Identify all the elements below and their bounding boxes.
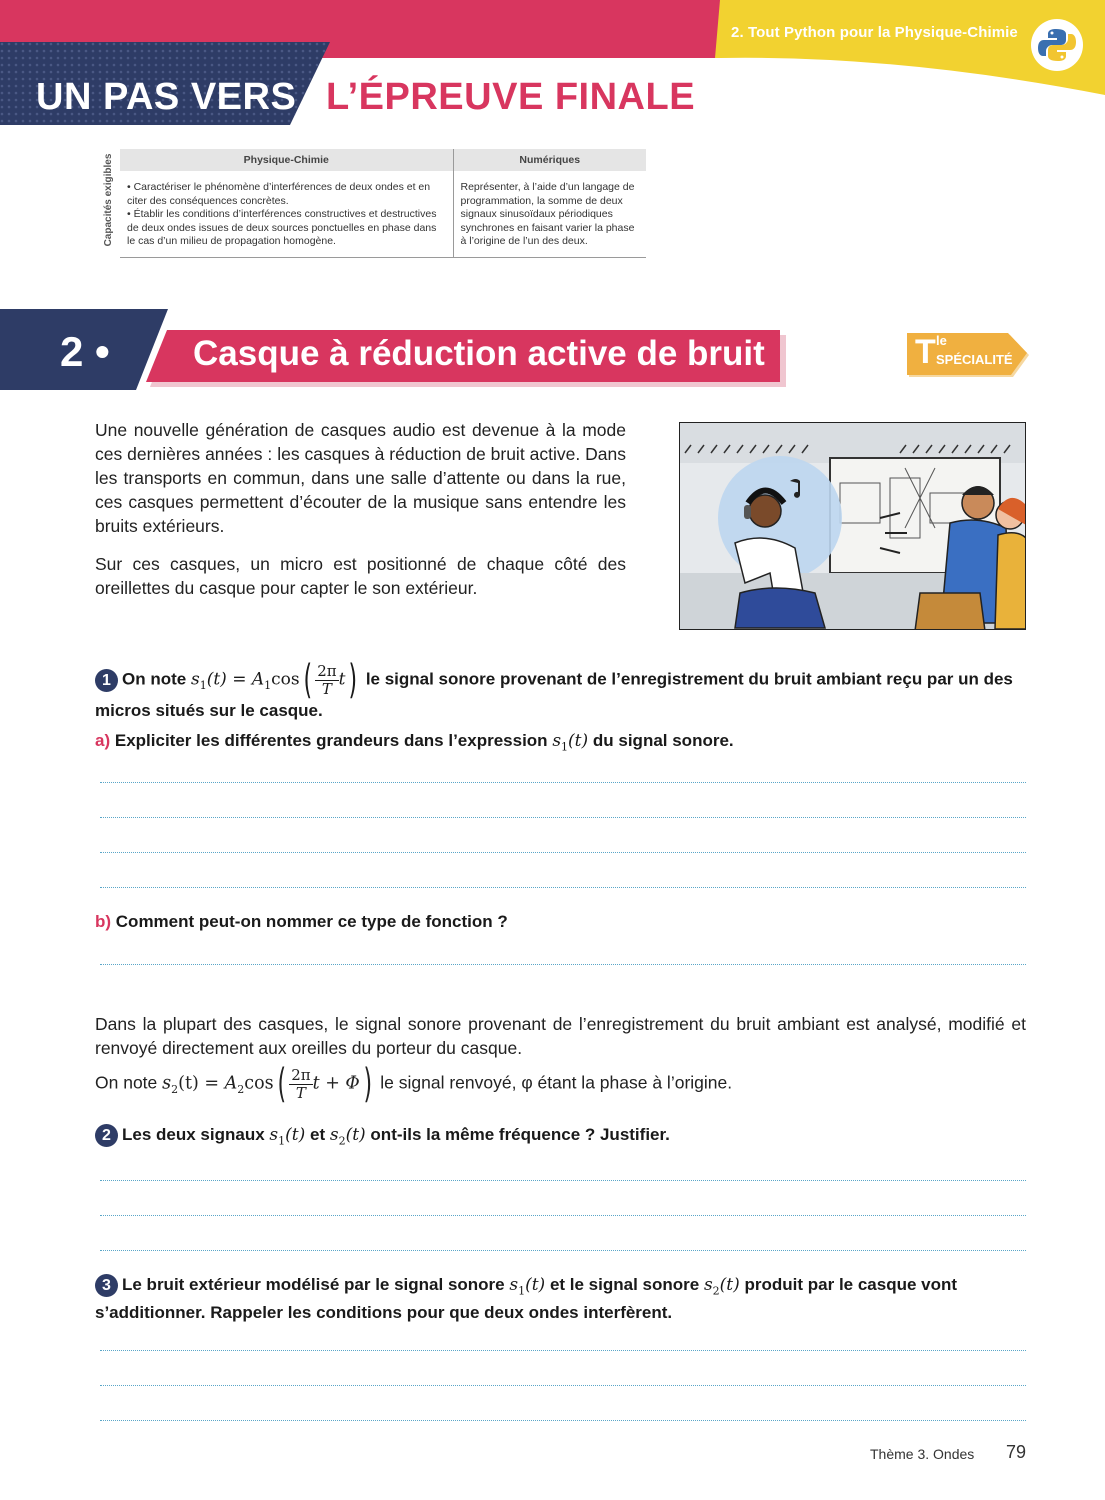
chapter-label: 2. Tout Python pour la Physique-Chimie [731,24,1018,41]
q3-s1-index: 1 [518,1284,526,1298]
q1a-text: Expliciter les différentes grandeurs dans l’expression [114,731,548,750]
answer-line[interactable] [100,1350,1026,1351]
q1a-text-after: du signal sonore. [592,731,734,750]
answer-line[interactable] [100,782,1026,783]
q3-before: Le bruit extérieur modélisé par le signal sonore [122,1275,505,1294]
q2-after: ont-ils la même fréquence ? Justifier. [370,1125,670,1144]
q1a-s: s [552,731,562,751]
answer-line[interactable] [100,1420,1026,1421]
q1-t: (t) = [206,669,252,690]
specialite-T: T [915,333,936,371]
footer-theme: Thème 3. Ondes [870,1446,975,1462]
s2-A: A [224,1073,238,1094]
paren-close: ) [348,657,358,703]
banner-title-right: L’ÉPREUVE FINALE [326,76,696,118]
s2-index: 2 [171,1083,179,1097]
signal-s2-definition [95,1061,1026,1107]
answer-line[interactable] [100,817,1026,818]
q1-cos: cos [271,669,300,690]
question-number-3: 3 [95,1274,118,1297]
q1-suffix: le signal sonore provenant de l’enregistrement du bruit ambiant reçu par un des micros situés sur le casque. [95,669,1013,720]
q3-t1: (t) [525,1275,546,1295]
python-logo-icon [1031,19,1083,71]
q1-frac-num: 2π [317,661,337,680]
question-number-1: 1 [95,669,118,692]
s2-frac-num: 2π [291,1065,311,1084]
question-2 [95,1124,1026,1152]
q2-t1: (t) [285,1125,306,1145]
q1-frac-den: T [321,679,332,698]
answer-line[interactable] [100,852,1026,853]
q2-s1: s [269,1125,279,1145]
q1b-letter: b) [95,912,112,931]
q1b-text: Comment peut-on nommer ce type de fonction ? [115,912,508,931]
answer-line[interactable] [100,1385,1026,1386]
specialite-le: le [936,333,947,348]
answer-line[interactable] [100,1180,1026,1181]
paren-open: ( [303,657,312,703]
capacites-table [120,149,646,258]
intro-text [95,418,626,600]
capacite-item: • Caractériser le phénomène d’interférences de deux ondes et en citer des conséquences concrètes. [127,181,431,207]
paren-open: ( [277,1061,286,1107]
capacites-label: Capacités exigibles [103,153,114,247]
q2-before: Les deux signaux [122,1125,265,1144]
page-number: 79 [1006,1442,1027,1462]
s2-suffix: le signal renvoyé, φ étant la phase à l’origine. [380,1072,733,1093]
q3-s2: s [703,1275,713,1295]
q2-s2: s [329,1125,339,1145]
s2-cos: cos [244,1073,274,1094]
q1-s-index: 1 [199,678,207,692]
s2-t: (t) = [178,1073,225,1094]
q1-prefix: On note [122,669,187,689]
q2-and: et [309,1125,326,1144]
context-paragraph: Dans la plupart des casques, le signal sonore provenant de l’enregistrement du bruit ambiant est analysé, modifié et renvoyé directement aux oreilles du porteur du casque. [95,1014,1026,1058]
question-1a [95,730,1026,758]
q3-t2: (t) [719,1275,740,1295]
s2-s: s [162,1073,172,1094]
s2-frac-den: T [295,1083,306,1102]
q1a-s-index: 1 [561,740,569,754]
answer-line[interactable] [100,1250,1026,1251]
q1-s: s [190,669,200,690]
q1-fraction [315,663,338,698]
section-number: 2 • [60,328,110,375]
answer-line[interactable] [100,1215,1026,1216]
q1-A-index: 1 [264,678,272,692]
specialite-word: SPÉCIALITÉ [936,352,1013,367]
section-title: Casque à réduction active de bruit [193,334,765,373]
question-number-2: 2 [95,1124,118,1147]
q1-frac-after: t [338,669,346,690]
table-cell-numeriques: Représenter, à l’aide d’un langage de programmation, la somme de deux signaux sinusoïdaux périodiques synchrones en faisant varier la phase à l’origine de l’un des deux. [453,171,646,257]
s2-after: t + Φ [312,1073,360,1094]
q2-t2: (t) [345,1125,366,1145]
answer-line[interactable] [100,964,1026,965]
s2-A-index: 2 [237,1083,245,1097]
q3-after: produit par le casque vont s’additionner. Rappeler les conditions pour que deux ondes interfèrent. [95,1275,958,1323]
q1a-letter: a) [95,731,111,750]
intro-paragraph: Une nouvelle génération de casques audio est devenue à la mode ces dernières années : les casques à réduction de bruit active. Dans les transports en commun, dans une salle d’attente ou dans la rue, ces casques permettent d’écouter de la musique sans entendre les bruits extérieurs. [95,420,626,536]
q3-s2-index: 2 [712,1284,720,1298]
table-cell-physique [120,171,453,257]
q1-A: A [251,669,265,690]
q3-s1: s [509,1275,519,1295]
s2-prefix: On note [95,1072,158,1093]
illustration-metro-casque [679,422,1026,630]
paren-close: ) [363,1061,372,1107]
q2-s1-index: 1 [278,1134,286,1148]
question-3 [95,1274,1026,1324]
table-header-physique: Physique-Chimie [120,149,453,171]
banner-title-left: UN PAS VERS [36,76,297,118]
answer-line[interactable] [100,887,1026,888]
q2-s2-index: 2 [338,1134,346,1148]
question-1b [95,911,1026,933]
q1a-t: (t) [568,731,589,751]
intro-paragraph: Sur ces casques, un micro est positionné de chaque côté des oreillettes du casque pour capter le son extérieur. [95,554,626,598]
capacite-item: • Établir les conditions d’interférences constructives et destructives de deux ondes issues de deux sources ponctuelles en phase dans le cas d’un milieu de propagation homogène. [127,208,437,247]
question-1 [95,657,1026,722]
q3-mid: et le signal sonore [549,1275,700,1294]
table-header-numeriques: Numériques [453,149,646,171]
s2-fraction [289,1067,312,1102]
